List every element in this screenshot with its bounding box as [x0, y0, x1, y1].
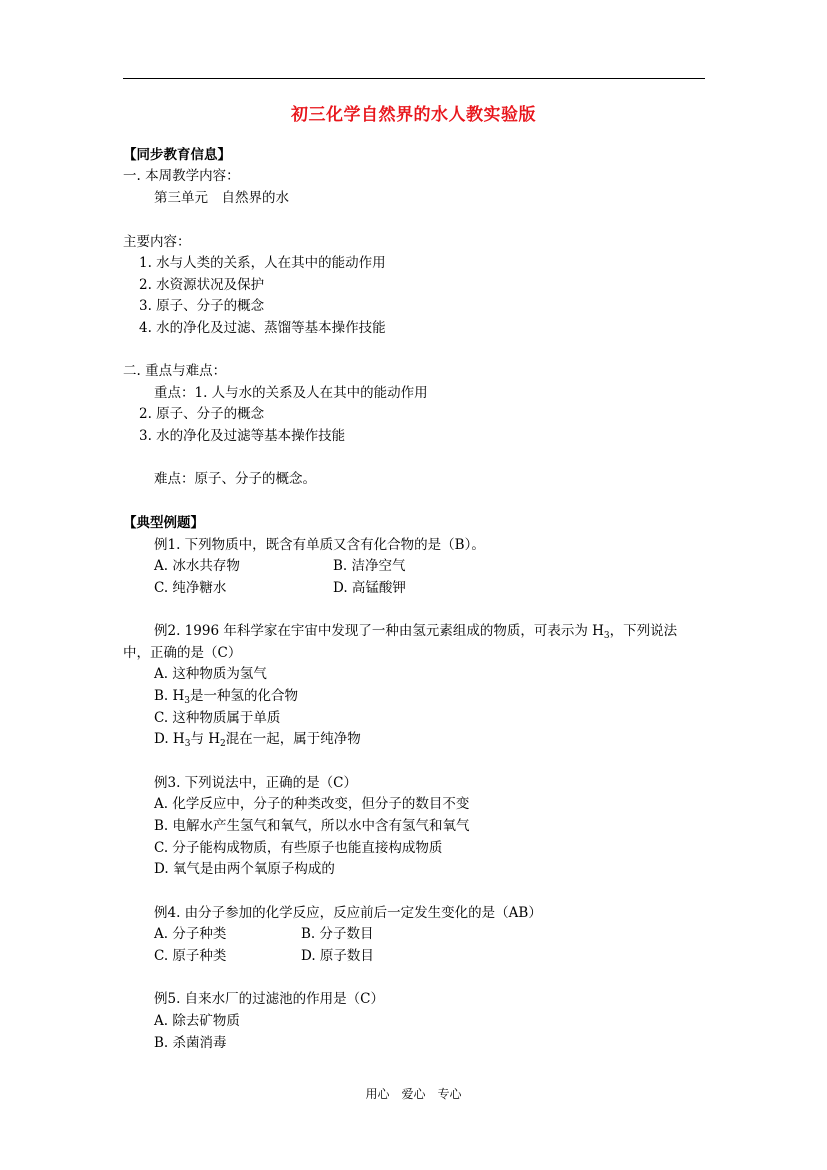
main-item-3: 3. 原子、分子的概念	[139, 298, 265, 314]
ex4-option-d: D. 原子数目	[301, 948, 374, 964]
main-item-4: 4. 水的净化及过滤、蒸馏等基本操作技能	[139, 320, 386, 336]
key-item-2: 2. 原子、分子的概念	[139, 406, 265, 422]
ex4-question: 例4. 由分子参加的化学反应，反应前后一定发生变化的是（AB）	[154, 905, 542, 921]
ex2-optb-pre: B. H	[154, 688, 185, 704]
ex2-option-c: C. 这种物质属于单质	[154, 710, 281, 726]
ex2-optd-post: 混在一起，属于纯净物	[225, 731, 361, 747]
key-item-1: 重点：1. 人与水的关系及人在其中的能动作用	[154, 385, 428, 401]
ex2-option-a: A. 这种物质为氢气	[154, 666, 267, 682]
ex2-question-line1	[154, 622, 677, 640]
main-content-label: 主要内容：	[123, 234, 191, 250]
ex2-optd-pre: D. H	[154, 731, 185, 747]
ex2-option-d	[154, 730, 361, 748]
header-rule	[123, 78, 705, 79]
document-title: 初三化学自然界的水人教实验版	[291, 105, 536, 125]
ex2-optd-sub1: 3	[184, 739, 191, 749]
main-item-2: 2. 水资源状况及保护	[139, 277, 265, 293]
ex3-question: 例3. 下列说法中，正确的是（C）	[154, 775, 358, 791]
ex5-question: 例5. 自来水厂的过滤池的作用是（C）	[154, 991, 385, 1007]
ex2-optd-mid: 与 H	[190, 731, 221, 747]
ex4-option-b: B. 分子数目	[301, 926, 374, 942]
ex2-question-line2: 中，正确的是（C）	[123, 645, 242, 661]
part1-label: 一. 本周教学内容：	[123, 168, 240, 184]
page-footer: 用心 爱心 专心	[365, 1087, 462, 1101]
ex1-option-c: C. 纯净糖水	[154, 580, 227, 596]
key-item-3: 3. 水的净化及过滤等基本操作技能	[139, 428, 346, 444]
section-heading-sync: 【同步教育信息】	[123, 147, 231, 163]
ex2-optb-post: 是一种氢的化合物	[190, 688, 299, 704]
difficulty-line: 难点：原子、分子的概念。	[154, 471, 316, 487]
ex5-option-b: B. 杀菌消毒	[154, 1035, 227, 1051]
unit-line: 第三单元 自然界的水	[154, 190, 289, 206]
ex3-option-d: D. 氧气是由两个氧原子构成的	[154, 861, 335, 877]
ex1-question: 例1. 下列物质中，既含有单质又含有化合物的是（B）。	[154, 537, 485, 553]
ex5-option-a: A. 除去矿物质	[154, 1013, 240, 1029]
ex3-option-c: C. 分子能构成物质，有些原子也能直接构成物质	[154, 840, 443, 856]
ex2-q-sub: 3	[603, 631, 610, 641]
ex4-option-a: A. 分子种类	[154, 926, 227, 942]
ex1-option-b: B. 洁净空气	[333, 558, 406, 574]
ex2-optd-sub2: 2	[220, 739, 226, 749]
ex3-option-b: B. 电解水产生氢气和氧气，所以水中含有氢气和氧气	[154, 818, 470, 834]
ex2-option-b	[154, 687, 298, 705]
part2-label: 二. 重点与难点：	[123, 363, 227, 379]
ex3-option-a: A. 化学反应中，分子的种类改变，但分子的数目不变	[154, 796, 470, 812]
ex2-q-part2: ，下列说法	[609, 623, 678, 639]
ex2-q-part1: 例2. 1996 年科学家在宇宙中发现了一种由氢元素组成的物质，可表示为 H	[154, 623, 604, 639]
ex4-option-c: C. 原子种类	[154, 948, 227, 964]
ex1-option-a: A. 冰水共存物	[154, 558, 240, 574]
ex2-optb-sub: 3	[184, 696, 191, 706]
ex1-option-d: D. 高锰酸钾	[333, 580, 406, 596]
section-heading-examples: 【典型例题】	[123, 515, 204, 531]
main-item-1: 1. 水与人类的关系，人在其中的能动作用	[139, 255, 386, 271]
